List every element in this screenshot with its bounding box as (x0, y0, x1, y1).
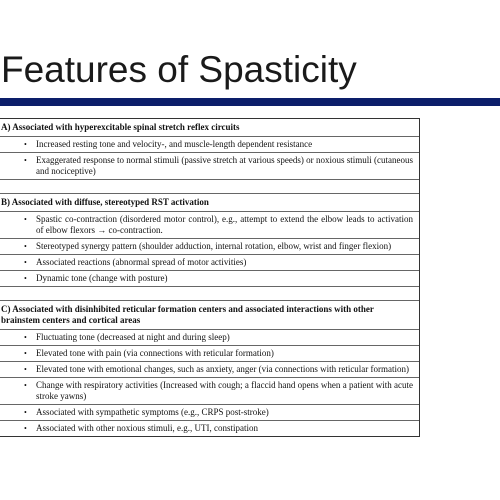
row-text: Dynamic tone (change with posture) (36, 273, 168, 283)
row-text: Associated reactions (abnormal spread of motor activities) (36, 257, 247, 267)
section-b-header: B) Associated with diffuse, stereotyped RST activation (0, 194, 419, 212)
bullet-icon: • (24, 333, 27, 342)
row-text: Change with respiratory activities (Increased with cough; a flaccid hand opens when a patient with acute stroke yawns) (36, 380, 413, 401)
bullet-icon: • (24, 156, 27, 165)
bullet-icon: • (24, 424, 27, 433)
bullet-icon: • (24, 140, 27, 149)
section-a-header: A) Associated with hyperexcitable spinal stretch reflex circuits (0, 119, 419, 137)
table-row (0, 330, 419, 346)
row-text: Elevated tone with pain (via connections with reticular formation) (36, 348, 274, 358)
table-row (0, 255, 419, 271)
table-row (0, 362, 419, 378)
table-row (0, 271, 419, 287)
table-row (0, 212, 419, 239)
row-text: Elevated tone with emotional changes, such as anxiety, anger (via connections with reticular formation) (36, 364, 410, 374)
row-text: Increased resting tone and velocity-, and muscle-length dependent resistance (36, 139, 313, 149)
table-row (0, 378, 419, 405)
bullet-icon: • (24, 215, 27, 224)
table-row (0, 421, 419, 436)
row-text: Fluctuating tone (decreased at night and during sleep) (36, 332, 230, 342)
row-text: Associated with other noxious stimuli, e.g., UTI, constipation (36, 423, 258, 433)
table-row (0, 346, 419, 362)
bullet-icon: • (24, 242, 27, 251)
row-text: Spastic co-contraction (disordered motor control), e.g., attempt to extend the elbow leads to activation of elbow flexors → co-contraction. (36, 214, 413, 235)
table-row (0, 405, 419, 421)
table-row (0, 239, 419, 255)
section-c-header: C) Associated with disinhibited reticular formation centers and associated interactions with other brainstem centers and cortical areas (0, 301, 419, 330)
row-text: Associated with sympathetic symptoms (e.g., CRPS post-stroke) (36, 407, 269, 417)
bullet-icon: • (24, 381, 27, 390)
table-row (0, 153, 419, 180)
table-spacer-row (0, 180, 419, 194)
bullet-icon: • (24, 349, 27, 358)
slide-title: Features of Spasticity (1, 49, 357, 90)
table-spacer-row (0, 287, 419, 301)
row-text: Stereotyped synergy pattern (shoulder adduction, internal rotation, elbow, wrist and finger flexion) (36, 241, 392, 251)
table-row (0, 137, 419, 153)
bullet-icon: • (24, 274, 27, 283)
row-text: Exaggerated response to normal stimuli (passive stretch at various speeds) or noxious stimuli (cutaneous and nociceptive) (36, 155, 413, 176)
features-table (0, 118, 420, 437)
bullet-icon: • (24, 408, 27, 417)
title-divider (0, 98, 500, 106)
bullet-icon: • (24, 365, 27, 374)
bullet-icon: • (24, 258, 27, 267)
